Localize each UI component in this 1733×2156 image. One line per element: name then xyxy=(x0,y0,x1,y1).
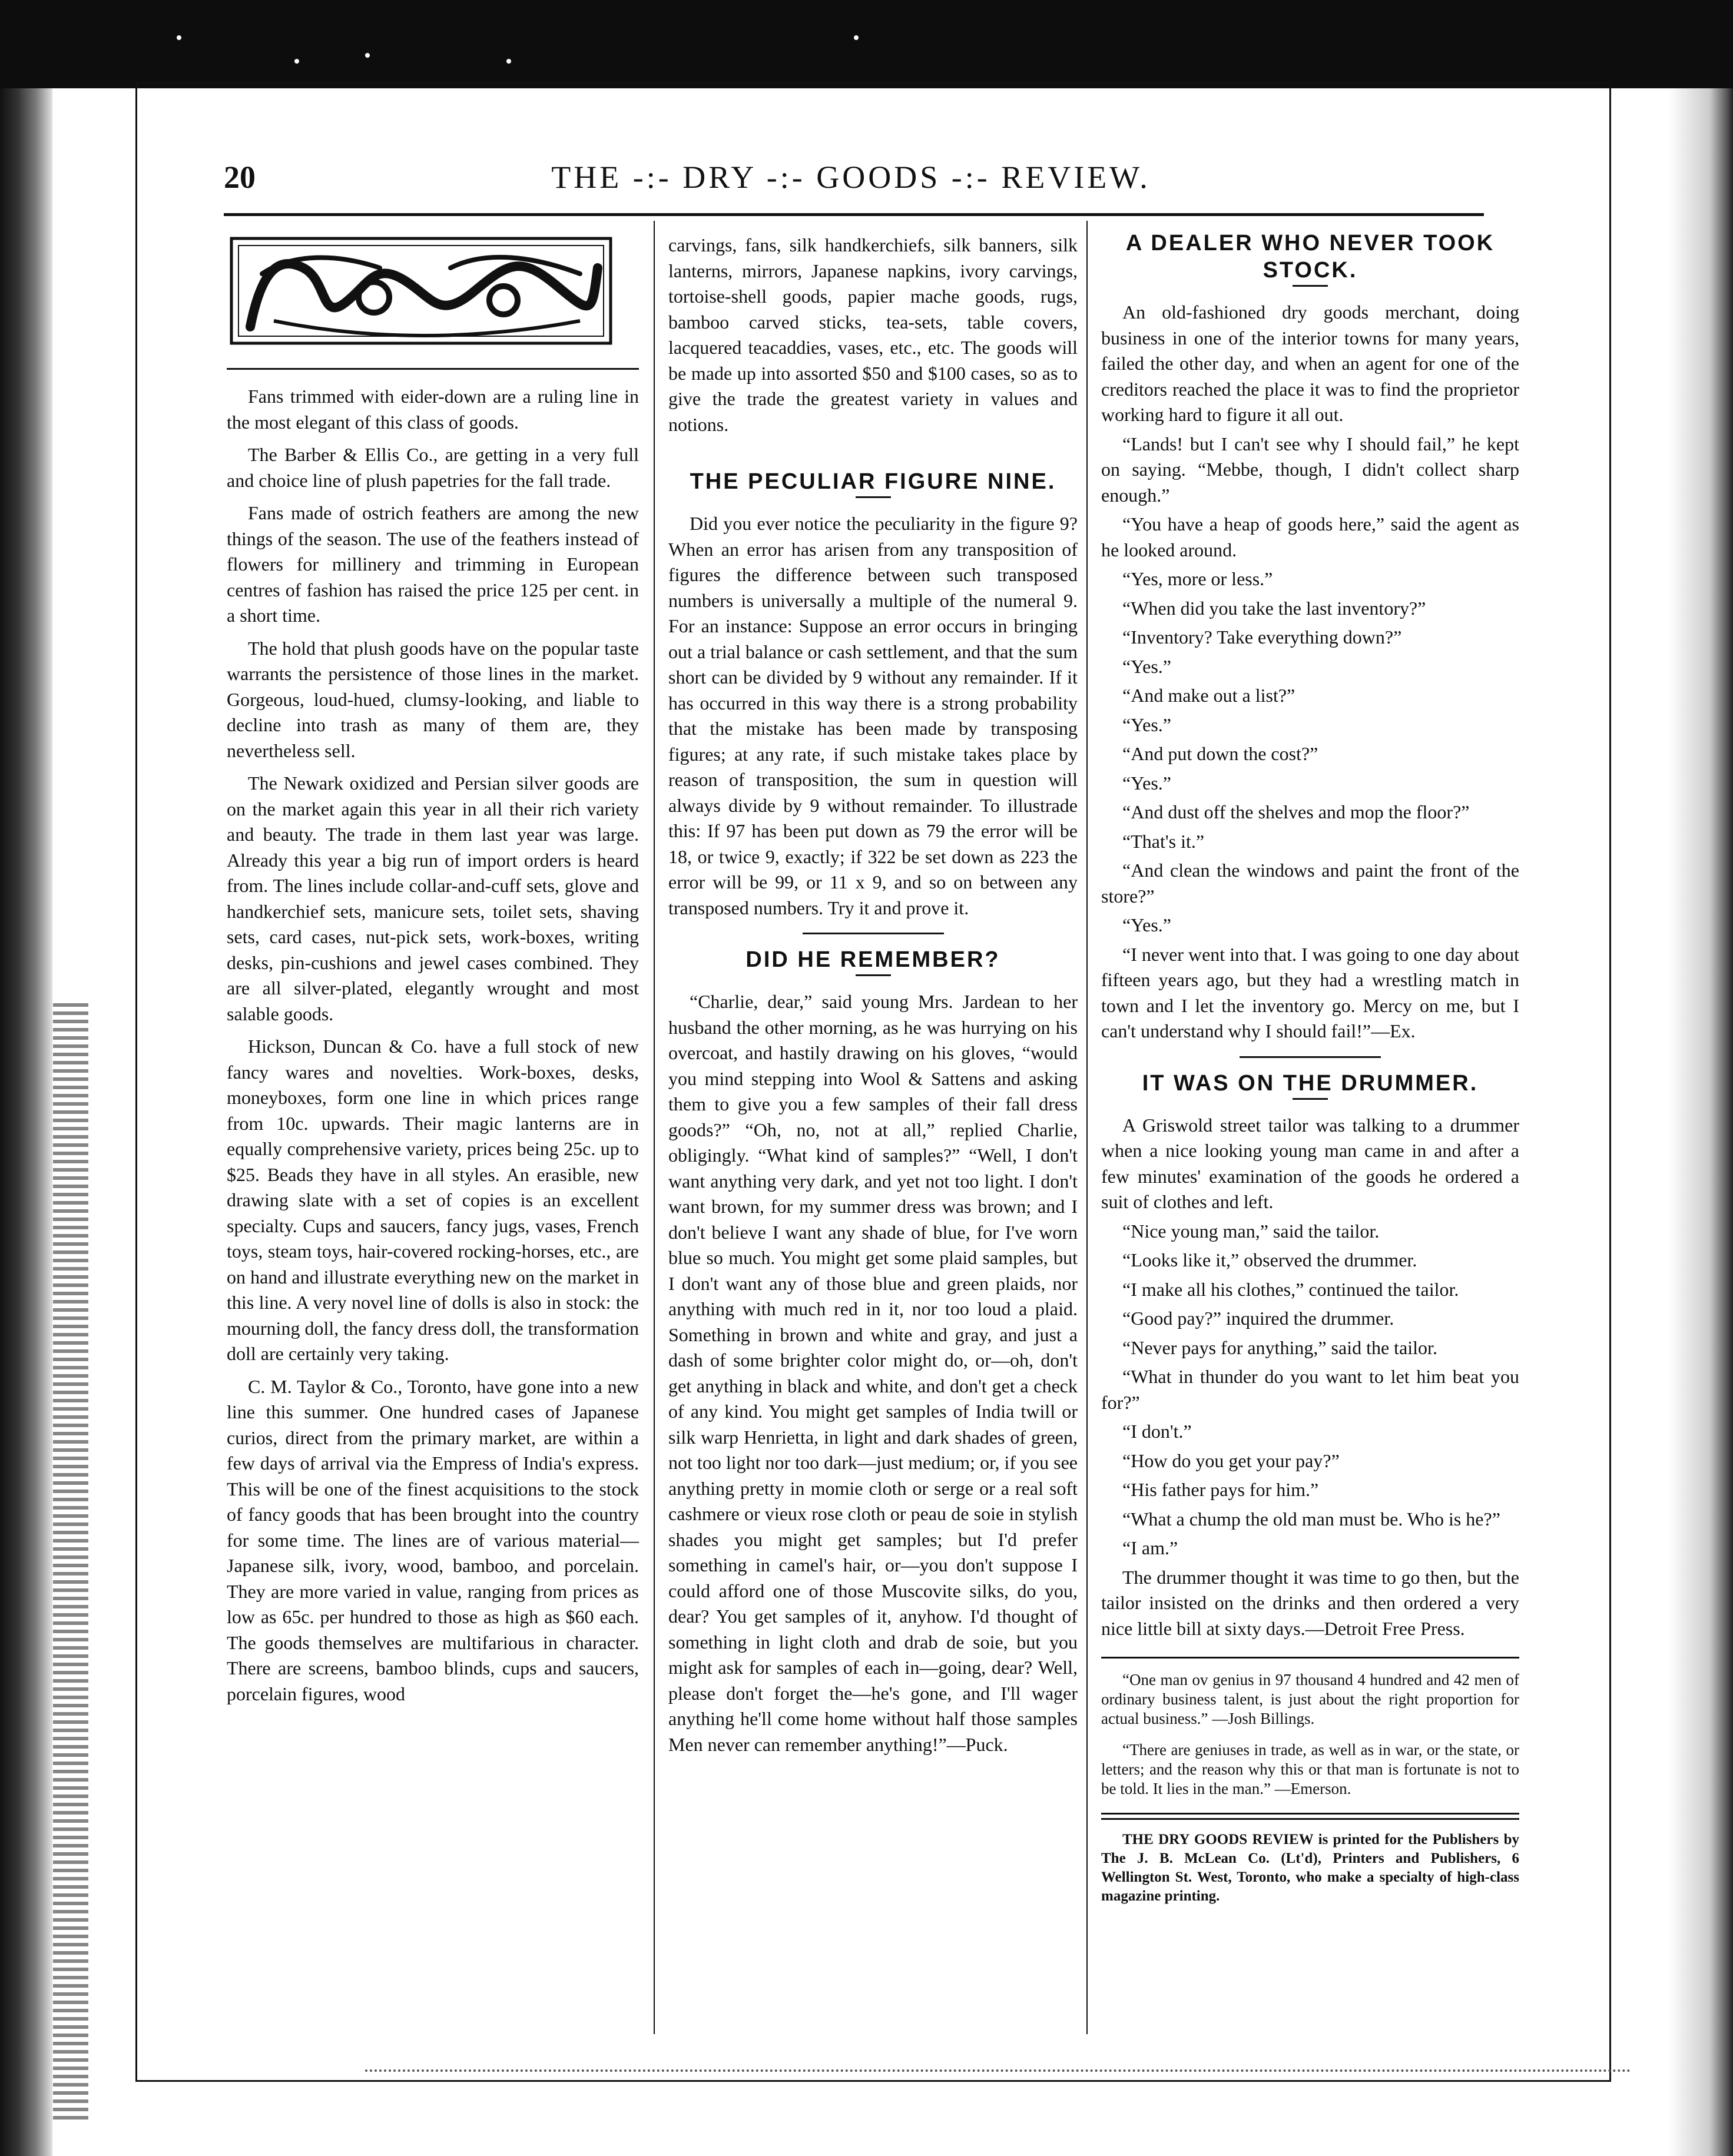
paragraph: A Griswold street tailor was talking to a drummer when a nice looking young man came in and after a few minutes' examination of the goods he ordered a suit of clothes and left. xyxy=(1101,1114,1519,1212)
paragraph: Did you ever notice the peculiarity in the figure 9? When an error has arisen from any transposition of figures the difference between such transposed numbers is universally a multiple of the numeral 9. For an instance: Suppose an error occurs in bringing out a trial balance or cash settlement, and that the sum short can be divided by 9 without any remainder. If it has occurred in this way there is a strong probability that the mistake has been made by transposing figures; at any rate, if such mistake takes place by reason of transposition, the sum in question will always divide by 9 without remainder. To illustrade this: If 97 has been put down as 79 the error will be 18, or twice 9, exactly; if 322 be set down as 223 the error will be 99, or 11 x 9, and so on between any transposed numbers. Try it and prove it. xyxy=(668,513,1078,918)
paragraph: The Barber & Ellis Co., are getting in a very full and choice line of plush papetries for the fall trade. xyxy=(227,444,639,491)
paragraph: “What in thunder do you want to let him beat you for?” xyxy=(1101,1366,1519,1413)
paragraph: An old-fashioned dry goods merchant, doing business in one of the interior towns for many years, failed the other day, and when an agent for one of the creditors reached the place it was to find the proprietor working hard to figure it all out. xyxy=(1101,301,1519,425)
fancy-goods-logo xyxy=(227,233,615,350)
paragraph: “Yes.” xyxy=(1122,914,1171,936)
article-heading: DID HE REMEMBER? xyxy=(745,947,1000,972)
article-heading: THE PECULIAR FIGURE NINE. xyxy=(690,469,1056,494)
column-3 xyxy=(1101,230,1519,1913)
paragraph: “I never went into that. I was going to one day about fifteen years ago, but they had a wrestling match in town and I let the inventory go. Mercy on me, but I can't understand why I should fail!”—Ex. xyxy=(1101,943,1519,1041)
paragraph: “And clean the windows and paint the front of the store?” xyxy=(1101,860,1519,907)
paragraph: “And put down the cost?” xyxy=(1122,743,1318,764)
running-head: THE -:- DRY -:- GOODS -:- REVIEW. xyxy=(551,160,1151,195)
header-rule xyxy=(224,213,1484,216)
paragraph: Fans made of ostrich feathers are among the new things of the season. The use of the feathers instead of flowers for millinery and trimming in European centres of fashion has raised the price 125 per cent. in a short time. xyxy=(227,502,639,626)
paragraph: “When did you take the last inventory?” xyxy=(1122,597,1426,619)
paragraph: “Looks like it,” observed the drummer. xyxy=(1122,1249,1417,1271)
page-number: 20 xyxy=(224,160,256,195)
section-separator xyxy=(803,933,944,934)
paragraph: C. M. Taylor & Co., Toronto, have gone into a new line this summer. One hundred cases of Japanese curios, direct from the primary market, are within a few days of arrival via the Empress of India's express. This will be one of the finest acquisitions to the stock of fancy goods that has been brought into the country for some time. The lines are of various material—Japanese silk, ivory, wood, bamboo, and porcelain. They are more varied in value, ranging from prices as low as 65c. per hundred to those as high as $60 each. The goods themselves are multifarious in character. There are screens, bamboo blinds, cups and saucers, porcelain figures, wood xyxy=(227,1375,639,1704)
paragraph: “His father pays for him.” xyxy=(1122,1479,1319,1500)
paragraph: The Newark oxidized and Persian silver goods are on the market again this year in all their rich variety and beauty. The trade in them last year was large. Already this year a big run of import orders is heard from. The lines include collar-and-cuff sets, glove and handkerchief sets, manicure sets, toilet sets, shaving sets, card cases, nut-pick sets, work-boxes, writing desks, pin-cushions and jewel cases combined. They are all silver-plated, elegantly wrought and most salable goods. xyxy=(227,772,639,1024)
quote-rule xyxy=(1101,1657,1519,1659)
page-header xyxy=(224,159,1478,206)
paragraph: “You have a heap of goods here,” said the agent as he looked around. xyxy=(1101,513,1519,560)
paragraph: “I don't.” xyxy=(1122,1421,1192,1442)
paragraph: “And dust off the shelves and mop the floor?” xyxy=(1122,801,1470,822)
article-heading: IT WAS ON THE DRUMMER. xyxy=(1142,1070,1479,1096)
printer-credit: THE DRY GOODS REVIEW is printed for the Publishers by The J. B. McLean Co. (Lt'd), Printers and Publishers, 6 Wellington St. West, Toronto, who make a specialty of high-class magazine printing. xyxy=(1101,1832,1519,1904)
paragraph: “Never pays for anything,” said the tailor. xyxy=(1122,1336,1437,1358)
scan-bottom-edge xyxy=(365,2069,1631,2072)
column-rule-2 xyxy=(1086,221,1088,2034)
paragraph: “What a chump the old man must be. Who is he?” xyxy=(1122,1508,1500,1530)
logo-rule xyxy=(227,368,639,370)
column-rule-1 xyxy=(654,221,655,2034)
paragraph: “Inventory? Take everything down?” xyxy=(1122,626,1402,648)
paragraph: “And make out a list?” xyxy=(1122,685,1295,706)
fancy-goods-logo-icon xyxy=(227,233,615,350)
paragraph: “How do you get your pay?” xyxy=(1122,1450,1340,1471)
paragraph: “Charlie, dear,” said young Mrs. Jardean to her husband the other morning, as he was hurrying on his overcoat, and hastily drawing on his gloves, “would you mind stepping into Wool & Sattens and asking them to give you a few samples of their fall dress goods?” “Oh, no, not at all,” replied Charlie, obligingly. “What kind of samples?” “Well, I don't want anything very dark, and yet not too light. I don't want brown, for my summer dress was brown; and I don't believe I want any shade of blue, for I've worn blue so much. You might get some plaid samples, but I don't want any of those blue and green plaids, nor anything with much red in it, nor too loud a plaid. Something in brown and white and gray, and just a dash of some brighter color might do, or—oh, don't get anything in black and white, and don't get a check of any kind. You might get samples of India twill or silk warp Henrietta, in light and dark shades of green, not too light nor too dark—just medium; or, if you see anything pretty in momie cloth or serge or a real soft cashmere or vieux rose cloth or peau de soie in stylish shades you might get samples; but I'd prefer something in camel's hair, or—you don't suppose I could afford one of those Muscovite silks, do you, dear? You get samples of it, anyhow. I'd thought of something in light cloth and drab de soie, but you might ask for samples of each in—going, dear? Well, please don't forget the—he's gone, and I'll wager anything he'll come home without half those samples Men never can remember anything!”—Puck. xyxy=(668,991,1078,1755)
paragraph: “Yes.” xyxy=(1122,655,1171,677)
paragraph: “Nice young man,” said the tailor. xyxy=(1122,1220,1380,1242)
paragraph: “Yes.” xyxy=(1122,714,1171,735)
paragraph: Hickson, Duncan & Co. have a full stock of new fancy wares and novelties. Work-boxes, desks, moneyboxes, form one line in which prices range from 10c. upwards. Their magic lanterns are in equally comprehensive variety, prices being 25c. up to $25. Beads they have in all styles. An erasible, new drawing slate with a set of copies is an excellent specialty. Cups and saucers, fancy jugs, vases, French toys, steam toys, hair-covered rocking-horses, etc., are on hand and illustrate everything new on the market in this line. A very novel line of dolls is also in stock: the mourning doll, the fancy dress doll, the transformation doll are certainly very taking. xyxy=(227,1036,639,1364)
paragraph: carvings, fans, silk handkerchiefs, silk banners, silk lanterns, mirrors, Japanese napkins, ivory carvings, tortoise-shell goods, papier mache goods, rugs, bamboo carved sticks, tea-sets, table covers, lacquered teacaddies, vases, etc., etc. The goods will be made up into assorted $50 and $100 cases, so as to give the trade the greatest variety in values and notions. xyxy=(668,234,1078,435)
scan-left-edge xyxy=(0,88,53,2156)
paragraph: “I make all his clothes,” continued the tailor. xyxy=(1122,1278,1459,1300)
paragraph: “I am.” xyxy=(1122,1537,1178,1558)
paragraph: “That's it.” xyxy=(1122,830,1205,852)
section-separator xyxy=(1240,1056,1381,1058)
quotation: “One man ov genius in 97 thousand 4 hundred and 42 men of ordinary business talent, is just about the right proportion for actual business.” —Josh Billings. xyxy=(1101,1671,1519,1727)
credit-rule-top xyxy=(1101,1813,1519,1815)
quotation: “There are geniuses in trade, as well as in war, or the state, or letters; and the reason why this or that man is fortunate is not to be told. It lies in the man.” —Emerson. xyxy=(1101,1741,1519,1797)
paragraph: The hold that plush goods have on the popular taste warrants the persistence of those lines in the market. Gorgeous, loud-hued, clumsy-looking, and liable to decline into trash as many of them are, they nevertheless sell. xyxy=(227,637,639,761)
heading-dash xyxy=(1293,285,1328,287)
paragraph: “Yes.” xyxy=(1122,772,1171,794)
scan-right-edge xyxy=(1668,88,1733,2156)
heading-dash xyxy=(856,496,891,498)
heading-dash xyxy=(856,974,891,976)
paragraph: Fans trimmed with eider-down are a ruling line in the most elegant of this class of goods. xyxy=(227,386,639,433)
paragraph: The drummer thought it was time to go then, but the tailor insisted on the drinks and then ordered a very nice little bill at sixty days.—Detroit Free Press. xyxy=(1101,1566,1519,1639)
paragraph: “Yes, more or less.” xyxy=(1122,568,1273,589)
article-heading: A DEALER WHO NEVER TOOK STOCK. xyxy=(1125,231,1495,283)
credit-rule-bottom xyxy=(1101,1818,1519,1820)
paragraph: “Good pay?” inquired the drummer. xyxy=(1122,1308,1394,1329)
column-2 xyxy=(668,233,1078,1764)
scan-top-border xyxy=(0,0,1733,88)
scan-left-noise xyxy=(53,1001,88,2119)
paragraph: “Lands! but I can't see why I should fail,” he kept on saying. “Mebbe, though, I didn't collect sharp enough.” xyxy=(1101,433,1519,506)
column-1 xyxy=(227,233,639,1714)
heading-dash xyxy=(1293,1098,1328,1100)
